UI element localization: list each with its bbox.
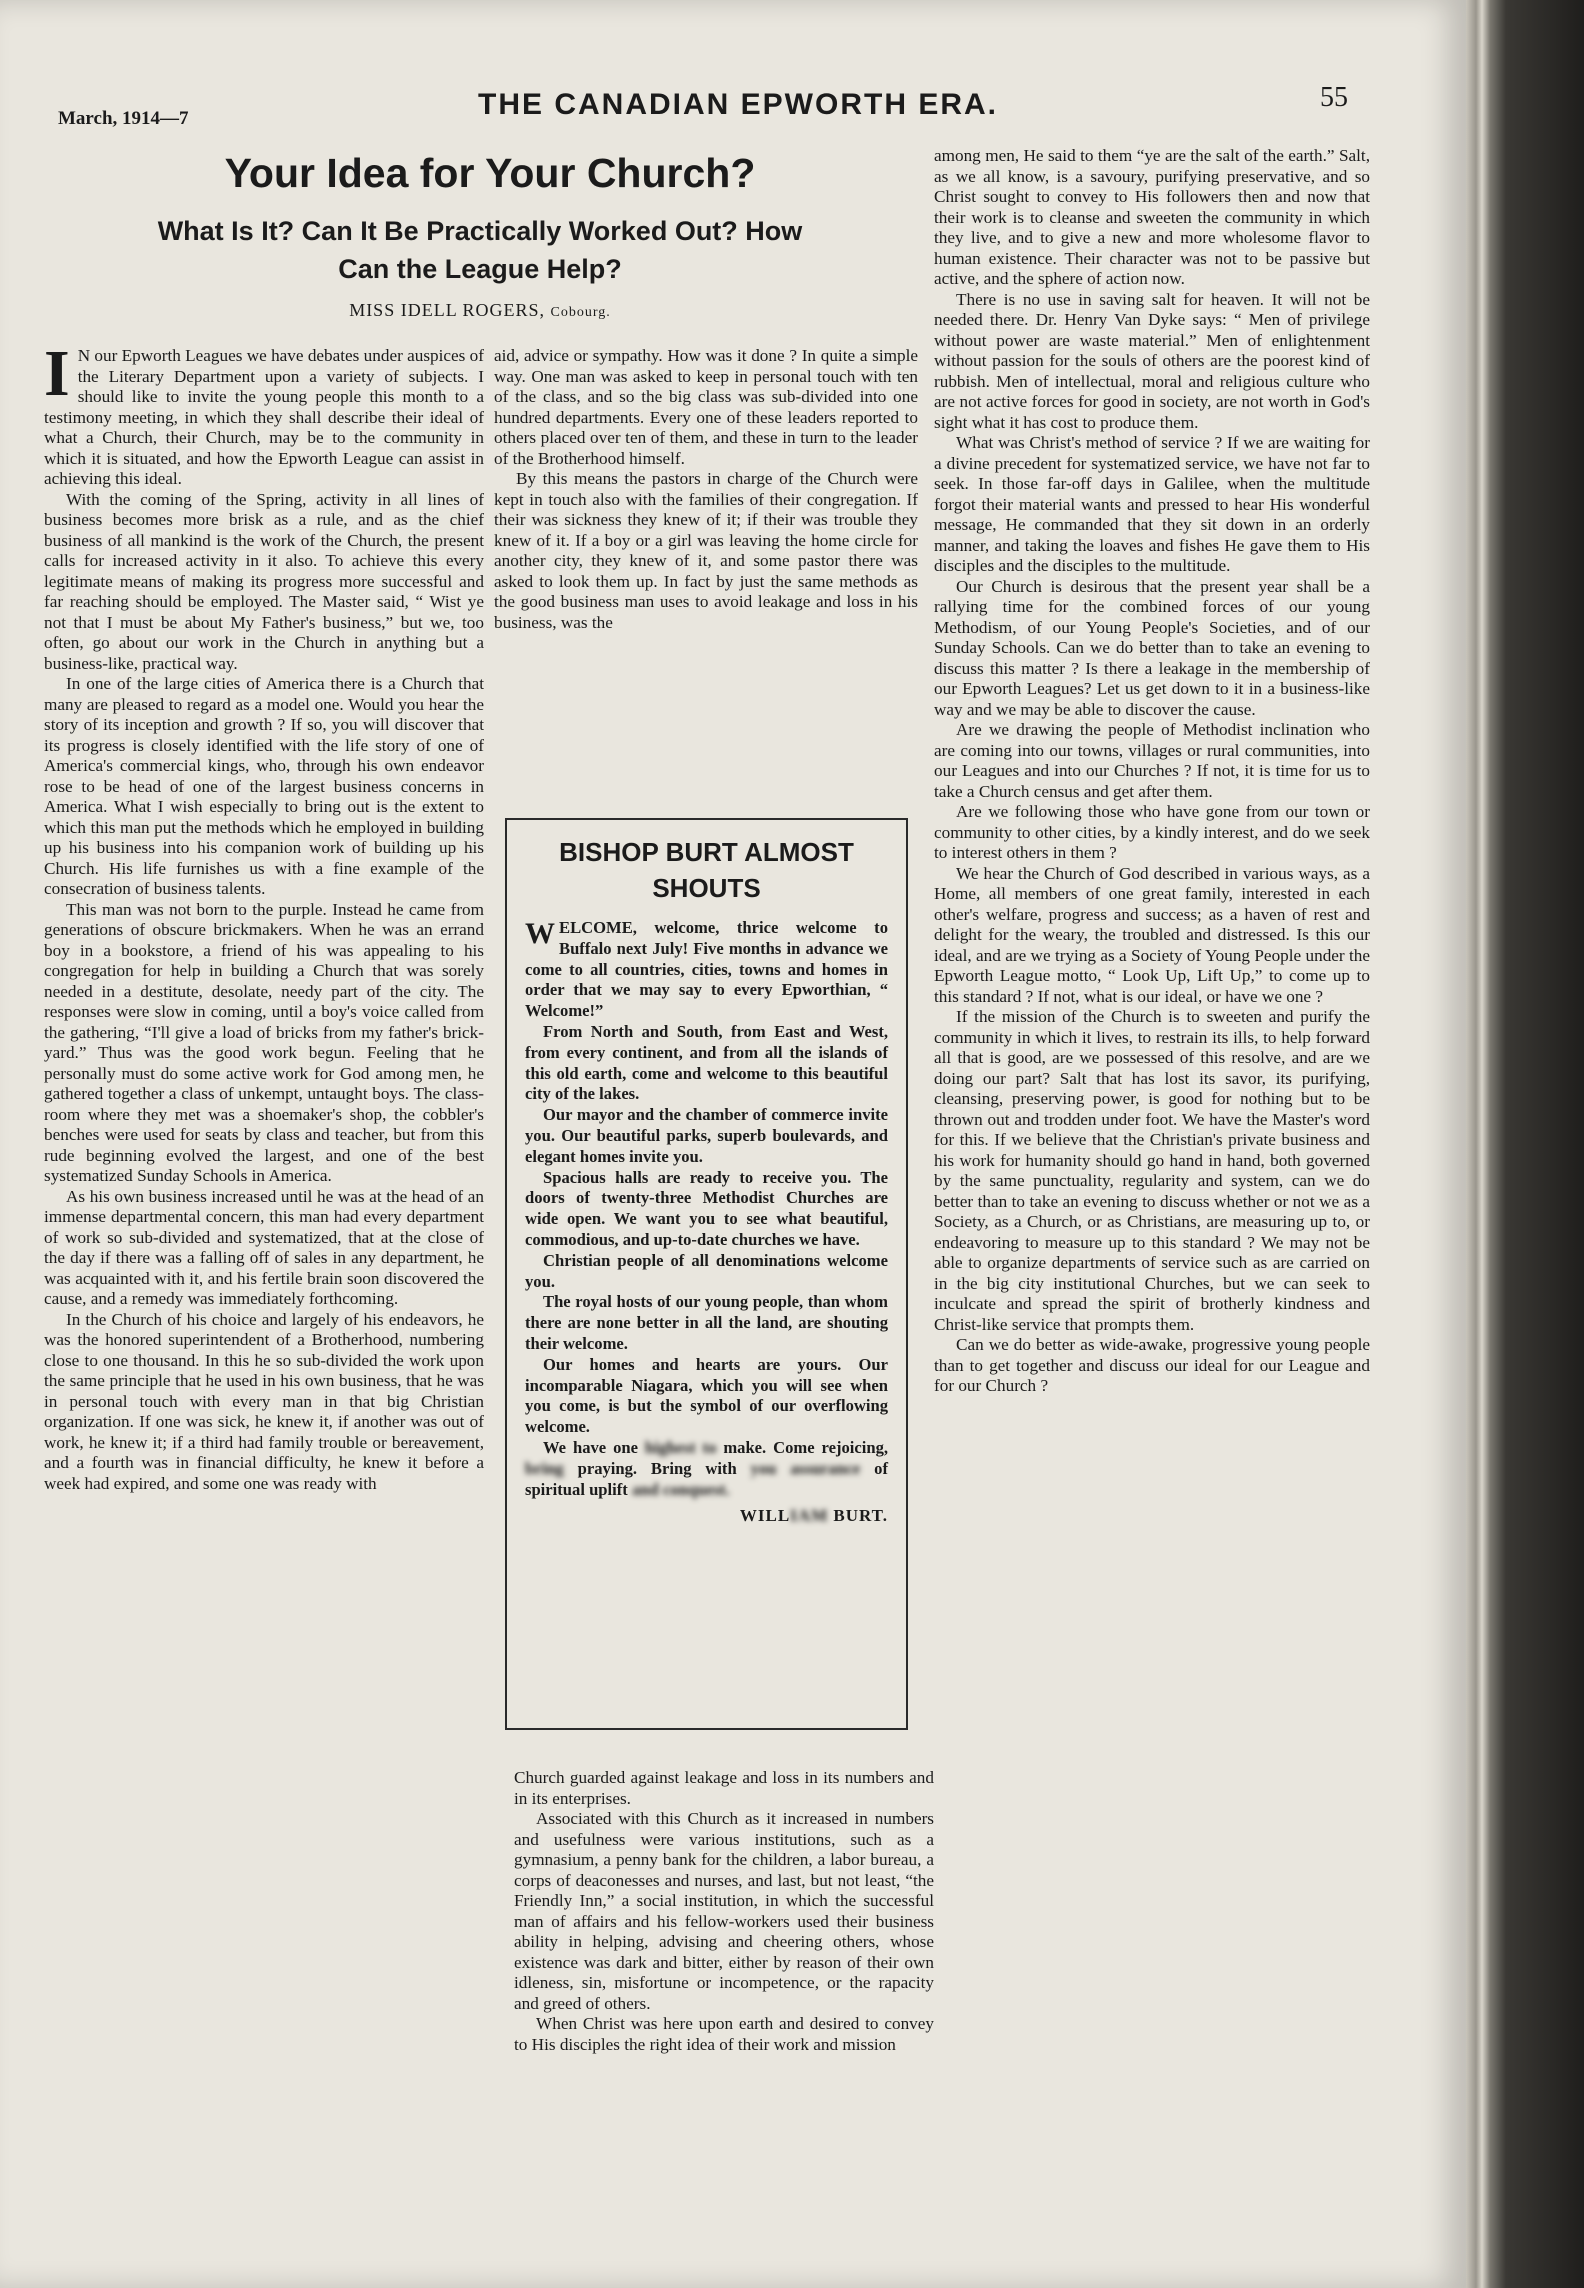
box-signature [525,1506,888,1527]
blurred-text: bring [525,1458,564,1478]
box-paragraph: Spacious halls are ready to receive you. The doors of twenty-three Methodist Churches are wide open. We want you to see what beautiful, commodious, and up-to-date churches we have. [525,1167,888,1249]
box-body [525,918,888,1527]
paragraph: Church guarded against leakage and loss in its numbers and in its enterprises. [514,1768,934,1808]
blurred-signature-part: IAM [790,1506,829,1526]
paragraph: With the coming of the Spring, activity in all lines of business becomes more brisk as a rule, and as the chief business of all mankind is the work of the Church, the present calls for increased activity in it also. To achieve this every legitimate means of making its progress more successful and far reaching should be employed. The Master said, “ Wist ye not that I must be about My Father's business,” but we, too often, go about our work in the Church in anything but a business-like, practical way. [44,489,484,673]
box-paragraph-redacted [525,1438,888,1500]
column-3 [934,146,1370,1397]
drop-cap: I [44,337,70,410]
paragraph: When Christ was here upon earth and desired to convey to His disciples the right idea of their work and mission [514,2014,934,2054]
blurred-text: highest to [644,1437,717,1457]
article-subtitle [40,212,920,288]
paragraph: There is no use in saving salt for heaven. It will not be needed there. Dr. Henry Van Dyke says: “ Men of privilege without power are waste material.” Men of enlightenment without passion for the souls of others are the poorest kind of rubbish. Men of intellectual, moral and religious culture who are not active forces for good in society, are not worth in God's sight what it has cost to produce them. [934,289,1370,432]
author-place: Cobourg. [550,305,611,320]
column-2-bottom [514,1768,934,2055]
paragraph-text: N our Epworth Leagues we have debates under auspices of the Literary Department upon a variety of subjects. I should like to invite the young people this month to a testimony meeting, in which they shall describe their ideal of what a Church, their Church, may be to the community in which it is situated, and how the Epworth League can assist in achieving this ideal. [44,346,484,488]
article-title: Your Idea for Your Church? [224,150,756,196]
paragraph: Associated with this Church as it increased in numbers and usefulness were various institutions, such as a gymnasium, a penny bank for the children, a labor bureau, a corps of deaconesses and nurses, and last, but not least, “the Friendly Inn,” a social institution, in which the successful man of affairs and his fellow-workers used their business ability in helping, advising and cheering others, whose existence was dark and bitter, either by reason of their own idleness, sin, misfortune or incompetence, or the rapacity and greed of others. [514,1809,934,2013]
author-name: MISS IDELL ROGERS, [349,300,546,320]
issue-date: March, 1914—7 [58,108,189,129]
paragraph: We hear the Church of God described in various ways, as a Home, all members of one great family, interested in each other's welfare, progress and success; as a haven of rest and delight for the weary, the troubled and distressed. Is this our ideal, and are we trying as a Society of Young People under the Epworth League motto, “ Look Up, Lift Up,” to come up to this standard ? If not, what is our ideal, or have we one ? [934,863,1370,1006]
box-text: We have one [543,1437,638,1457]
paragraph: What was Christ's method of service ? If we are waiting for a divine precedent for systematized service, we have not far to seek. In those far-off days in Galilee, when the multitude forgot their material wants and pressed to hear His wonderful message, He commanded that they sit down in an orderly manner, and taking the loaves and fishes He gave them to His disciples and the disciples to the multitude. [934,433,1370,575]
box-paragraph: Our mayor and the chamber of commerce invite you. Our beautiful parks, superb boulevards, and elegant homes invite you. [525,1105,888,1166]
paragraph: Are we drawing the people of Methodist inclination who are coming into our towns, villages or rural communities, into our Leagues and into our Churches ? If not, it is time for us to take a Church census and get after them. [934,720,1370,801]
box-paragraph-text: ELCOME, welcome, thrice welcome to Buffalo next July! Five months in advance we come to all countries, cities, towns and homes in order that we may say to every Epworthian, “ Welcome!” [525,918,888,1021]
paragraph: This man was not born to the purple. Instead he came from generations of obscure brickmakers. When he was an errand boy in a bookstore, a friend of his was appealing to his congregation for help in building a Church that was sorely needed in a destitute, desolate, needy part of the city. The responses were slow in coming, until a boy's voice called from the gathering, “I'll give a load of bricks from my father's brick-yard.” Thus was the good work begun. Feeling that he personally must do some active work for God among men, he gathered together a class of unkempt, untaught boys. The class-room where they met was a shoemaker's shop, the cobbler's benches were used for seats by class and teacher, but from this rude beginning evolved the largest, and one of the best systematized Sunday Schools in America. [44,899,484,1185]
paragraph: Our Church is desirous that the present year shall be a rallying time for the combined forces of our young Methodism, of our Young People's Societies, and of our Sunday Schools. Can we do better than to take an evening to discuss this matter ? Is there a leakage in the membership of our Epworth Leagues? Let us get down to it in a business-like way and we may be able to discover the cause. [934,576,1370,719]
book-spine-edge [1466,0,1584,2288]
paragraph: By this means the pastors in charge of the Church were kept in touch also with the families of their congregation. If their was sickness they knew of it; if their was trouble they knew of it. If a boy or a girl was leaving the home circle for another city, they knew of it, and some pastor there was asked to look them up. In fact by just the same methods as the good business man uses to avoid leakage and loss in his business, was the [494,469,918,632]
box-drop-cap: W [525,917,555,950]
column-1 [44,337,484,1494]
column-2-top [494,346,918,633]
box-paragraph: Our homes and hearts are yours. Our incomparable Niagara, which you will see when you come, is but the symbol of our overflowing welcome. [525,1354,888,1437]
page-number: 55 [1320,82,1348,113]
sidebar-box [505,818,908,1730]
box-text: praying. Bring with [577,1458,737,1478]
paragraph: As his own business increased until he was at the head of an immense departmental concern, this man had every department of work so sub-divided and systematized, that at the close of the day if there was a falling off of sales in any department, he was acquainted with it, and his fertile brain soon discovered the cause, and a remedy was immediately forthcoming. [44,1186,484,1308]
running-header [58,78,1348,128]
box-paragraph: From North and South, from East and West, from every continent, and from all the islands of this old earth, come and welcome to this beautiful city of the lakes. [525,1021,888,1104]
paragraph: aid, advice or sympathy. How was it done ? In quite a simple way. One man was asked to keep in personal touch with ten of the class, and so the big class was sub-divided into one hundred departments. Every one of these leaders reported to others placed over ten of them, and these in turn to the leader of the Brotherhood himself. [494,346,918,468]
blurred-text: you assurance [750,1458,861,1478]
subtitle-line-1: What Is It? Can It Be Practically Worked Out? How [157,216,803,246]
box-title-line-1: BISHOP BURT ALMOST [559,837,854,867]
box-paragraph: Christian people of all denominations welcome you. [525,1250,888,1291]
box-text: of spiritual uplift [525,1458,888,1499]
box-title [525,834,888,906]
paragraph: In one of the large cities of America there is a Church that many are pleased to regard as a model one. Would you hear the story of its inception and growth ? If so, you will discover that its progress is closely identified with the life story of one of America's commercial kings, who, through his own endeavor rose to be head of one of the largest business concerns in America. What I wish especially to bring out is the extent to which this man put the methods which he employed in building up his business into his companion work of building up his Church. His life furnishes us with a fine example of the consecration of business talents. [44,674,484,898]
subtitle-line-2: Can the League Help? [338,254,622,284]
blurred-text: and conquest. [631,1479,730,1499]
box-paragraph: The royal hosts of our young people, than whom there are none better in all the land, are shouting their welcome. [525,1292,888,1353]
paragraph: In the Church of his choice and largely of his endeavors, he was the honored superintendent of a Brotherhood, numbering close to one thousand. In this he so sub-divided the work upon the same principle that he used in his own business, that he was in personal touch with every man in that big Christian organization. If one was sick, he knew it, if another was out of work, he knew it; if a third had family trouble or bereavement, and a fourth was in financial difficulty, he knew it before a week had expired, and some one was ready with [44,1309,484,1493]
paragraph [44,337,484,490]
paragraph: Are we following those who have gone from our town or community to other cities, by a kindly interest, and do we seek to interest others in them ? [934,802,1370,862]
paragraph: Can we do better as wide-awake, progressive young people than to get together and discuss our ideal for our League and for our Church ? [934,1335,1370,1395]
author-byline [40,300,920,321]
signature-part: WILL [739,1506,791,1526]
box-text: make. Come rejoicing, [723,1437,889,1457]
box-paragraph [525,918,888,1022]
paragraph: among men, He said to them “ye are the salt of the earth.” Salt, as we all know, is a savoury, purifying preservative, and so Christ sought to convey to His followers then and now that their work is to cleanse and sweeten the community in which they live, and to give a new and more wholesome flavor to human existence. Their character was not to be passive but active, and the sphere of action now. [934,146,1370,288]
paragraph: If the mission of the Church is to sweeten and purify the community in which it lives, to restrain its ills, to help forward all that is good, are we possessed of this resolve, and are we doing our part? Salt that has lost its savor, its purifying, cleansing, preserving power, is good for nothing but to be thrown out and trodden under foot. We have the Master's word for this. If we believe that the Christian's private business and his work for humanity should go hand in hand, both governed by the same punctuality, regularity and system, can we do better than to take an evening to discuss whether or not we as a Society, as a Church, or as Christians, are measuring up to, or endeavoring to measure up to this standard ? We may not be able to organize departments of service such as are carried on in the big city institutional Churches, but we can seek to inculcate and spread the spirit of brotherly kindness and Christ-like service that prompts them. [934,1007,1370,1334]
magazine-title: THE CANADIAN EPWORTH ERA. [478,88,998,121]
signature-part: BURT. [828,1506,888,1526]
box-title-line-2: SHOUTS [652,873,761,903]
